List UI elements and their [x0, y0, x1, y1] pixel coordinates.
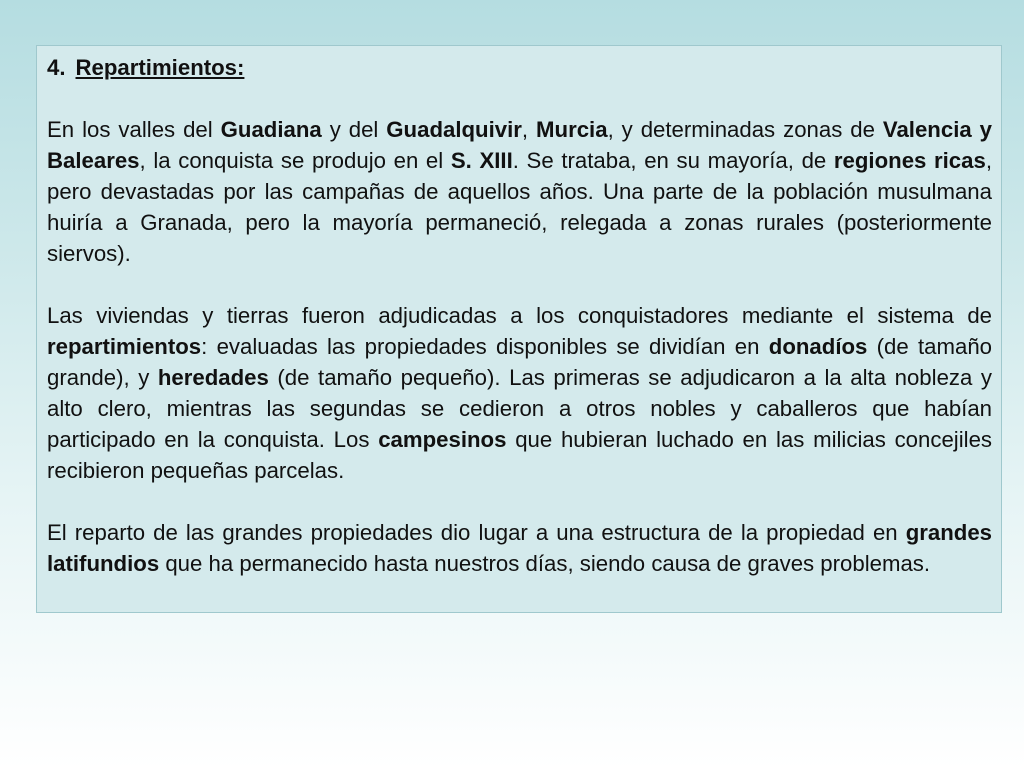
bold-term: Murcia [536, 117, 608, 142]
text-segment: El reparto de las grandes propiedades dio lugar a una estructura de la propiedad en [47, 520, 906, 545]
text-segment: , la conquista se produjo en el [139, 148, 451, 173]
paragraph [47, 300, 992, 486]
body-text [47, 114, 992, 579]
text-segment: En los valles del [47, 117, 221, 142]
text-segment: Las viviendas y tierras fueron adjudicadas a los conquistadores mediante el sistema de [47, 303, 992, 328]
bold-term: Guadiana [220, 117, 322, 142]
bold-term: grandes latifundios [47, 520, 992, 576]
text-segment: , [521, 117, 537, 142]
text-segment: y del [321, 117, 387, 142]
bold-term: Guadalquivir [386, 117, 522, 142]
text-segment: (de tamaño pequeño). Las primeras se adjudicaron a la alta nobleza y alto clero, mientras las segundas se cedieron a otros nobles y caballeros que habían participado en la conquista. Los [47, 365, 992, 452]
bold-term: S. XIII [450, 148, 513, 173]
text-segment: . Se trataba, en su mayoría, de [512, 148, 834, 173]
paragraph [47, 517, 992, 579]
text-segment: , y determinadas zonas de [607, 117, 883, 142]
paragraph [47, 114, 992, 269]
bold-term: regiones ricas [833, 148, 986, 173]
bold-term: donadíos [768, 334, 868, 359]
text-segment: , pero devastadas por las campañas de aquellos años. Una parte de la población musulmana huiría a Granada, pero la mayoría permaneció, relegada a zonas rurales (posteriormente siervos). [47, 148, 992, 266]
text-segment: (de tamaño grande), y [47, 334, 993, 390]
section-number: 4. [47, 55, 66, 80]
text-segment: : evaluadas las propiedades disponibles se dividían en [201, 334, 769, 359]
content-box [36, 45, 1002, 613]
section-heading [47, 52, 992, 83]
bold-term: heredades [157, 365, 269, 390]
bold-term: Valencia y Baleares [47, 117, 992, 173]
bold-term: repartimientos [47, 334, 202, 359]
text-segment: que ha permanecido hasta nuestros días, siendo causa de graves problemas. [159, 551, 931, 576]
bold-term: campesinos [378, 427, 507, 452]
section-title: Repartimientos: [75, 55, 245, 80]
text-segment: que hubieran luchado en las milicias concejiles recibieron pequeñas parcelas. [47, 427, 993, 483]
